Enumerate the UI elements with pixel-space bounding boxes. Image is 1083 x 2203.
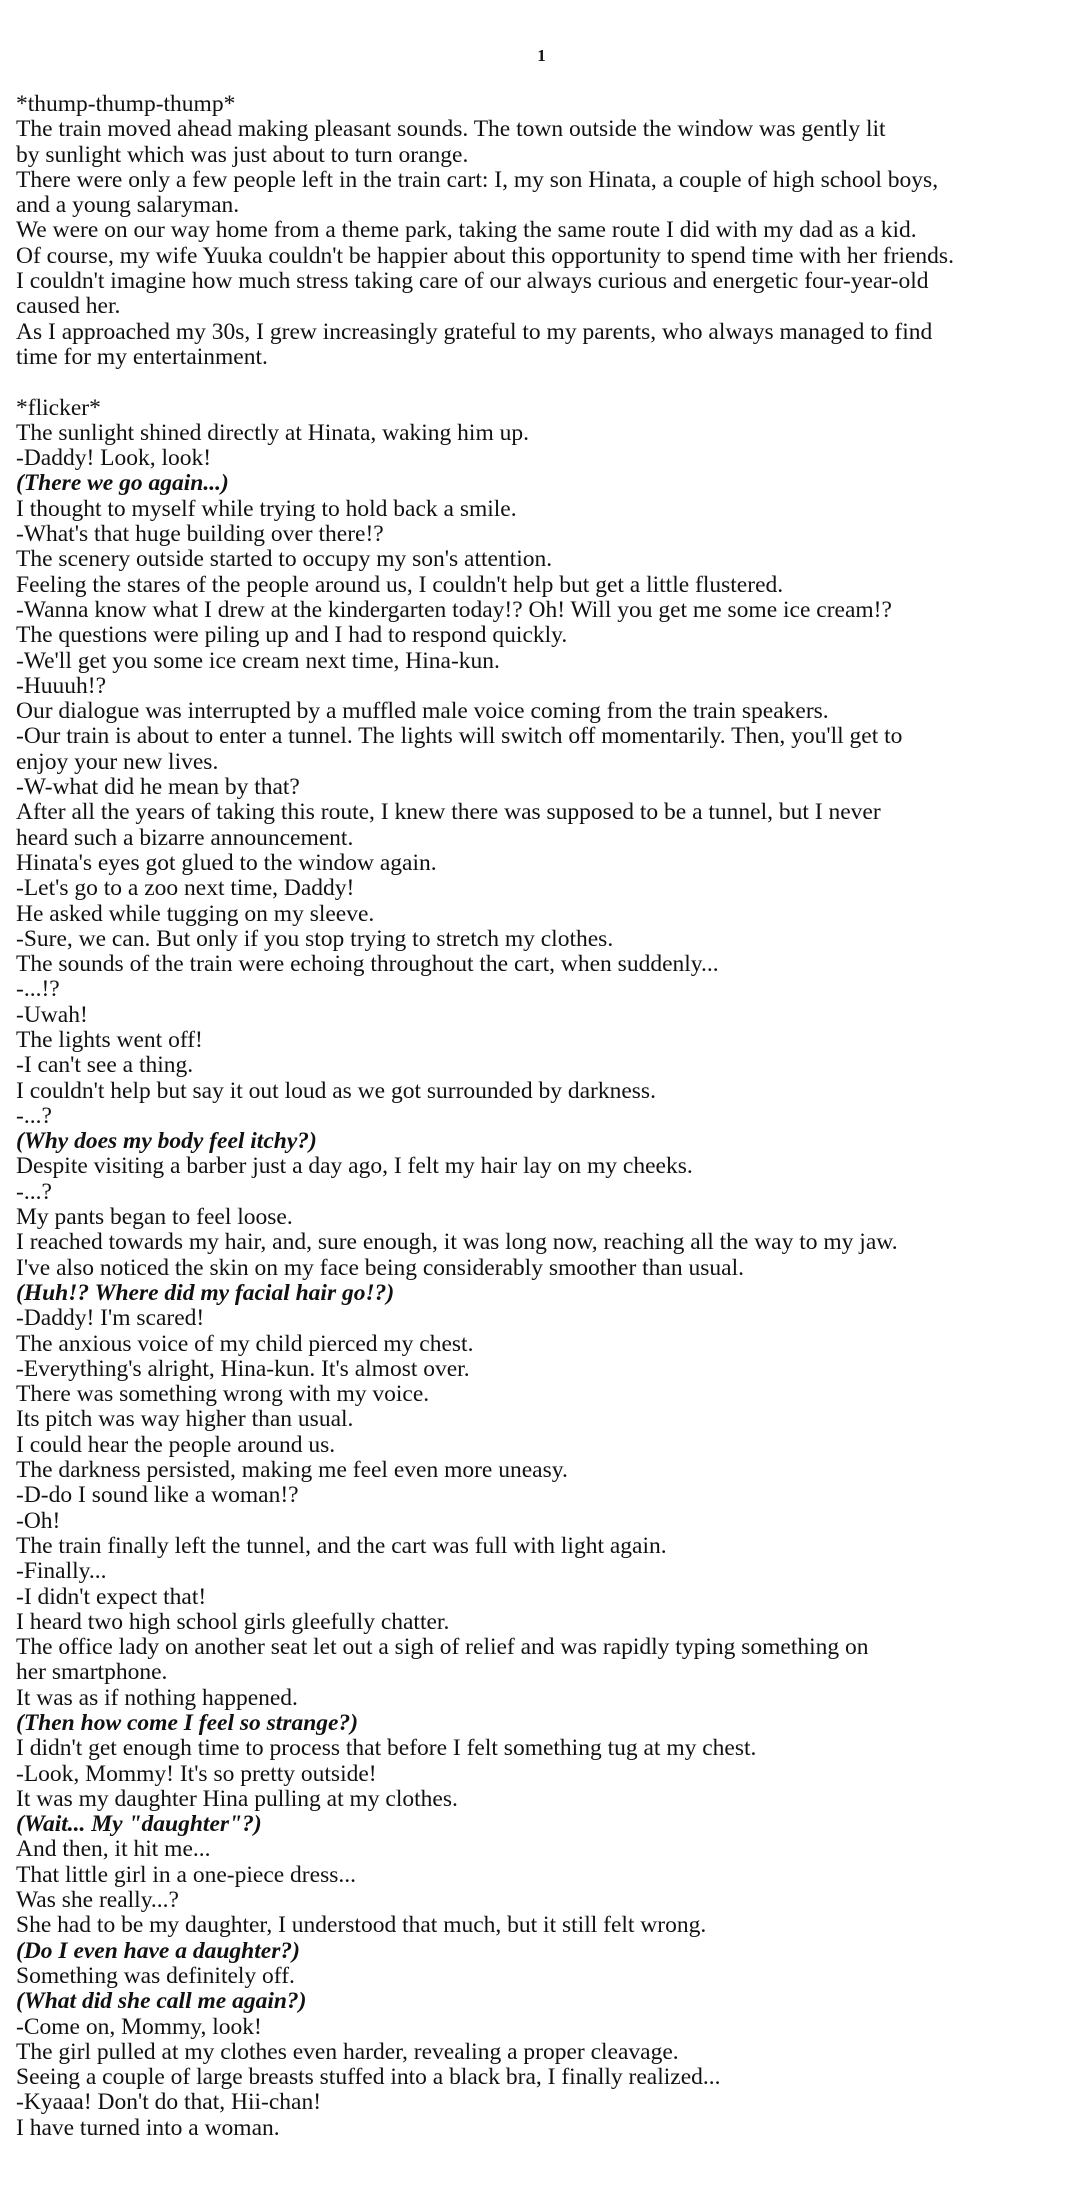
story-line: The train moved ahead making pleasant sounds. The town outside the window was gently lit — [16, 116, 886, 143]
story-line: The scenery outside started to occupy my son's attention. — [16, 546, 553, 573]
inner-thought-line: (Do I even have a daughter?) — [16, 1937, 300, 1964]
story-line: -Our train is about to enter a tunnel. The lights will switch off momentarily. Then, you'll get to — [16, 723, 903, 750]
story-line: caused her. — [16, 293, 121, 320]
page-number: 1 — [537, 46, 546, 65]
inner-thought-line: (Then how come I feel so strange?) — [16, 1710, 359, 1736]
story-line: He asked while tugging on my sleeve. — [16, 900, 375, 927]
story-line: I thought to myself while trying to hold back a smile. — [16, 495, 517, 522]
story-line: She had to be my daughter, I understood that much, but it still felt wrong. — [16, 1912, 707, 1939]
story-line: *thump-thump-thump* — [16, 91, 236, 117]
story-line: Was she really...? — [16, 1887, 179, 1914]
story-line: -W-what did he mean by that? — [16, 774, 300, 801]
story-line: That little girl in a one-piece dress... — [16, 1861, 356, 1888]
story-line: There were only a few people left in the train cart: I, my son Hinata, a couple of high school boys, — [16, 166, 939, 193]
story-line: -I can't see a thing. — [16, 1052, 194, 1079]
story-line: As I approached my 30s, I grew increasingly grateful to my parents, who always managed to find — [16, 318, 933, 345]
inner-thought-line: (Why does my body feel itchy?) — [16, 1128, 317, 1155]
story-line: -...? — [16, 1102, 52, 1129]
story-line: I reached towards my hair, and, sure enough, it was long now, reaching all the way to my jaw. — [16, 1229, 898, 1256]
story-line: -Look, Mommy! It's so pretty outside! — [16, 1760, 377, 1787]
story-line: I could hear the people around us. — [16, 1431, 336, 1458]
story-line: -Everything's alright, Hina-kun. It's almost over. — [16, 1355, 470, 1382]
story-line: After all the years of taking this route, I knew there was supposed to be a tunnel, but I never — [16, 799, 881, 826]
story-line: -Wanna know what I drew at the kindergarten today!? Oh! Will you get me some ice cream!? — [16, 596, 892, 623]
story-line: Hinata's eyes got glued to the window again. — [16, 849, 437, 876]
story-line: The darkness persisted, making me feel even more uneasy. — [16, 1457, 568, 1484]
story-line: My pants began to feel loose. — [16, 1204, 293, 1231]
story-line: Seeing a couple of large breasts stuffed into a black bra, I finally realized... — [16, 2064, 721, 2091]
story-line: The office lady on another seat let out a sigh of relief and was rapidly typing something on — [16, 1634, 869, 1661]
story-line: -I didn't expect that! — [16, 1583, 207, 1610]
story-line: enjoy your new lives. — [16, 748, 219, 775]
inner-thought-line: (There we go again...) — [16, 470, 229, 497]
story-line: -Sure, we can. But only if you stop trying to stretch my clothes. — [16, 925, 614, 952]
story-line: It was my daughter Hina pulling at my clothes. — [16, 1785, 458, 1812]
story-line: I've also noticed the skin on my face being considerably smoother than usual. — [16, 1254, 744, 1281]
story-line: and a young salaryman. — [16, 192, 240, 219]
story-line: Its pitch was way higher than usual. — [16, 1406, 354, 1433]
story-line: And then, it hit me... — [16, 1836, 211, 1863]
story-line: I heard two high school girls gleefully chatter. — [16, 1608, 450, 1635]
story-line: Of course, my wife Yuuka couldn't be happier about this opportunity to spend time with her friends. — [16, 242, 954, 269]
story-line: Despite visiting a barber just a day ago, I felt my hair lay on my cheeks. — [16, 1153, 693, 1180]
story-line: The girl pulled at my clothes even harder, revealing a proper cleavage. — [16, 2038, 679, 2065]
story-line: The train finally left the tunnel, and the cart was full with light again. — [16, 1532, 667, 1559]
story-line: There was something wrong with my voice. — [16, 1381, 430, 1408]
story-line: -Oh! — [16, 1507, 61, 1534]
story-line: I couldn't imagine how much stress taking care of our always curious and energetic four-year-old — [16, 268, 929, 295]
story-line: It was as if nothing happened. — [16, 1684, 298, 1711]
story-line: Our dialogue was interrupted by a muffled male voice coming from the train speakers. — [16, 698, 829, 725]
story-line: Something was definitely off. — [16, 1962, 295, 1989]
story-line: -Kyaaa! Don't do that, Hii-chan! — [16, 2089, 322, 2116]
story-line: -We'll get you some ice cream next time, Hina-kun. — [16, 647, 500, 674]
story-line: -...? — [16, 1178, 52, 1205]
inner-thought-line: (Huh!? Where did my facial hair go!?) — [16, 1279, 395, 1306]
inner-thought-line: (What did she call me again?) — [16, 1988, 307, 2015]
story-line: -Daddy! Look, look! — [16, 445, 212, 472]
story-line: -D-do I sound like a woman!? — [16, 1482, 299, 1509]
story-line: -Daddy! I'm scared! — [16, 1305, 205, 1332]
story-line: The anxious voice of my child pierced my chest. — [16, 1330, 474, 1357]
story-line: The sounds of the train were echoing throughout the cart, when suddenly... — [16, 951, 719, 978]
story-line: -Uwah! — [16, 1001, 88, 1028]
story-line: I didn't get enough time to process that before I felt something tug at my chest. — [16, 1735, 757, 1762]
story-line: The questions were piling up and I had to respond quickly. — [16, 622, 568, 649]
story-line: -Finally... — [16, 1558, 107, 1585]
story-line: her smartphone. — [16, 1659, 168, 1686]
story-line: I have turned into a woman. — [16, 2114, 280, 2141]
story-line: I couldn't help but say it out loud as we got surrounded by darkness. — [16, 1077, 656, 1104]
story-line: We were on our way home from a theme park, taking the same route I did with my dad as a kid. — [16, 217, 917, 244]
blank-line — [16, 370, 1076, 395]
story-line: *flicker* — [16, 394, 101, 421]
story-line: -What's that huge building over there!? — [16, 521, 384, 548]
story-line: The sunlight shined directly at Hinata, waking him up. — [16, 419, 529, 446]
story-line: Feeling the stares of the people around us, I couldn't help but get a little flustered. — [16, 571, 784, 598]
inner-thought-line: (Wait... My "daughter"?) — [16, 1811, 262, 1838]
story-text — [16, 92, 1076, 2141]
story-line: The lights went off! — [16, 1026, 203, 1053]
story-line: -Come on, Mommy, look! — [16, 2013, 262, 2040]
story-line: heard such a bizarre announcement. — [16, 824, 354, 851]
story-line: -Let's go to a zoo next time, Daddy! — [16, 875, 355, 902]
story-line: by sunlight which was just about to turn orange. — [16, 141, 469, 168]
story-line: time for my entertainment. — [16, 343, 268, 370]
story-line: -Huuuh!? — [16, 672, 107, 699]
story-line: -...!? — [16, 976, 60, 1003]
